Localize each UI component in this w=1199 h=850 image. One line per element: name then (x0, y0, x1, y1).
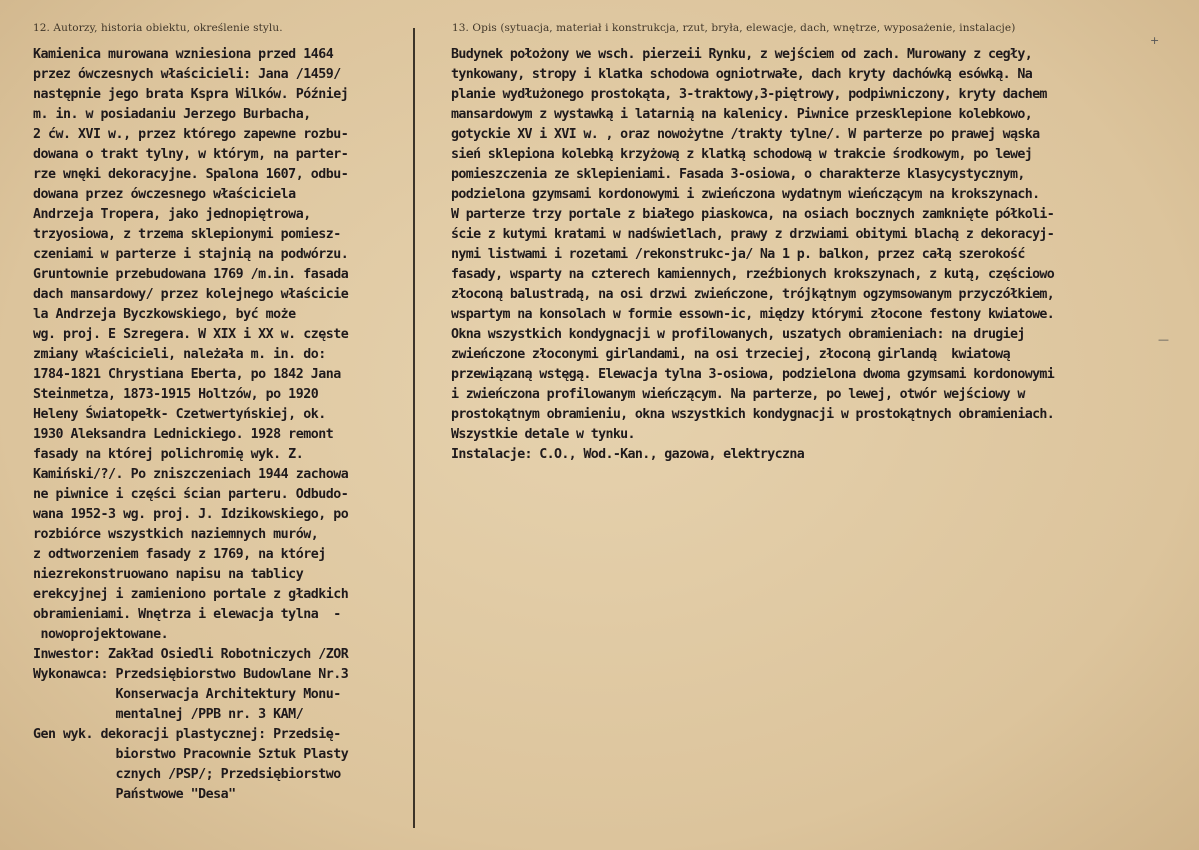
text-line: rozbiórce wszystkich naziemnych murów, (33, 527, 319, 542)
pencil-mark: — (1158, 333, 1169, 346)
text-line: Instalacje: C.O., Wod.-Kan., gazowa, elektryczna (451, 447, 805, 462)
text-line: Wszystkie detale w tynku. (451, 427, 635, 442)
text-line: czeniami w parterze i stajnią na podwórzu. (33, 247, 349, 262)
text-line: z odtworzeniem fasady z 1769, na której (33, 547, 326, 562)
text-line: erekcyjnej i zamieniono portale z gładkich (33, 587, 349, 602)
text-line: prostokątnym obramieniu, okna wszystkich kondygnacji w prostokątnych obramieniach. (451, 407, 1055, 422)
text-line: pomieszczenia ze sklepieniami. Fasada 3-osiowa, o charakterze klasycystycznym, (451, 167, 1025, 182)
text-line: 1784-1821 Chrystiana Eberta, po 1842 Jana (33, 367, 341, 382)
text-line: wana 1952-3 wg. proj. J. Idzikowskiego, po (33, 507, 349, 522)
text-line: dach mansardowy/ przez kolejnego właścicie (33, 287, 349, 302)
column-divider (413, 28, 415, 828)
text-line: przez ówczesnych właścicieli: Jana /1459/ (33, 67, 341, 82)
text-line: Gruntownie przebudowana 1769 /m.in. fasada (33, 267, 349, 282)
text-line: ście z kutymi kratami w nadświetlach, prawy z drzwiami obitymi blachą z dekoracyj- (451, 227, 1055, 242)
text-line: i zwieńczona profilowanym wieńczącym. Na parterze, po lewej, otwór wejściowy w (451, 387, 1025, 402)
text-line: 2 ćw. XVI w., przez którego zapewne rozbu- (33, 127, 349, 142)
text-line: tynkowany, stropy i klatka schodowa ogniotrwałe, dach kryty dachówką esówką. Na (451, 67, 1033, 82)
text-line: ne piwnice i części ścian parteru. Odbudo- (33, 487, 349, 502)
text-line: fasady na której polichromię wyk. Z. (33, 447, 304, 462)
text-line: Steinmetza, 1873-1915 Holtzów, po 1920 (33, 387, 319, 402)
text-line: Konserwacja Architektury Monu- (33, 687, 341, 702)
text-line: nowoprojektowane. (33, 627, 169, 642)
text-line: mansardowym z wystawką i latarnią na kalenicy. Piwnice przesklepione kolebkowo, (451, 107, 1033, 122)
text-line: zmiany właścicieli, należała m. in. do: (33, 347, 326, 362)
text-line: Państwowe "Desa" (33, 787, 236, 802)
text-line: Wykonawca: Przedsiębiorstwo Budowlane Nr.3 (33, 667, 349, 682)
text-line: sień sklepiona kolebką krzyżową z klatką schodową w trakcie środkowym, po lewej (451, 147, 1033, 162)
text-line: Kamienica murowana wzniesiona przed 1464 (33, 47, 334, 62)
text-line: złoconą balustradą, na osi drzwi zwieńczone, trójkątnym ogzymsowanym przyczółkiem, (451, 287, 1055, 302)
text-line: trzyosiowa, z trzema sklepionymi pomiesz- (33, 227, 341, 242)
text-line: wg. proj. E Szregera. W XIX i XX w. częste (33, 327, 349, 342)
section-13-text (451, 45, 1054, 465)
text-line: biorstwo Pracownie Sztuk Plasty (33, 747, 349, 762)
text-line: nymi listwami i rozetami /rekonstrukc-ja/ Na 1 p. balkon, przez całą szerokość (451, 247, 1025, 262)
text-line: zwieńczone złoconymi girlandami, na osi trzeciej, złoconą girlandą kwiatową (451, 347, 1011, 362)
text-line: przewiązaną wstęgą. Elewacja tylna 3-osiowa, podzielona dwoma gzymsami kordonowymi (451, 367, 1055, 382)
text-line: mentalnej /PPB nr. 3 KAM/ (33, 707, 304, 722)
text-line: rze wnęki dekoracyjne. Spalona 1607, odbu- (33, 167, 349, 182)
text-line: Kamiński/?/. Po zniszczeniach 1944 zachowa (33, 467, 349, 482)
text-line: cznych /PSP/; Przedsiębiorstwo (33, 767, 341, 782)
text-line: obramieniami. Wnętrza i elewacja tylna - (33, 607, 341, 622)
pencil-mark: + (1150, 34, 1160, 47)
text-line: podzielona gzymsami kordonowymi i zwieńczona wydatnym wieńczącym na krokszynach. (451, 187, 1040, 202)
section-12-heading: 12. Autorzy, historia obiektu, określenie stylu. (33, 22, 283, 34)
text-line: fasady, wsparty na czterech kamiennych, rzeźbionych krokszynach, z kutą, częściowo (451, 267, 1055, 282)
text-line: W parterze trzy portale z białego piaskowca, na osiach bocznych zamknięte półkoli- (451, 207, 1055, 222)
text-line: następnie jego brata Kspra Wilków. Później (33, 87, 349, 102)
text-line: Inwestor: Zakład Osiedli Robotniczych /ZOR (33, 647, 349, 662)
text-line: m. in. w posiadaniu Jerzego Burbacha, (33, 107, 311, 122)
text-line: dowana przez ówczesnego właściciela (33, 187, 296, 202)
text-line: Gen wyk. dekoracji plastycznej: Przedsię- (33, 727, 341, 742)
text-line: dowana o trakt tylny, w którym, na parter- (33, 147, 349, 162)
text-line: la Andrzeja Byczkowskiego, być może (33, 307, 296, 322)
text-line: Budynek położony we wsch. pierzeii Rynku, z wejściem od zach. Murowany z cegły, (451, 47, 1033, 62)
text-line: planie wydłużonego prostokąta, 3-traktowy,3-piętrowy, podpiwniczony, kryty dachem (451, 87, 1047, 102)
text-line: Okna wszystkich kondygnacji w profilowanych, uszatych obramieniach: na drugiej (451, 327, 1025, 342)
text-line: Heleny Światopełk- Czetwertyńskiej, ok. (33, 407, 326, 422)
text-line: wspartym na konsolach w formie essown-ic, między którymi złocone festony kwiatowe. (451, 307, 1055, 322)
text-line: 1930 Aleksandra Lednickiego. 1928 remont (33, 427, 334, 442)
section-12-text (33, 45, 348, 805)
text-line: Andrzeja Tropera, jako jednopiętrowa, (33, 207, 311, 222)
text-line: gotyckie XV i XVI w. , oraz nowożytne /trakty tylne/. W parterze po prawej wąska (451, 127, 1040, 142)
text-line: niezrekonstruowano napisu na tablicy (33, 567, 304, 582)
section-13-heading: 13. Opis (sytuacja, materiał i konstrukcja, rzut, bryła, elewacje, dach, wnętrze, wyposażenie, instalacje) (452, 22, 1016, 34)
